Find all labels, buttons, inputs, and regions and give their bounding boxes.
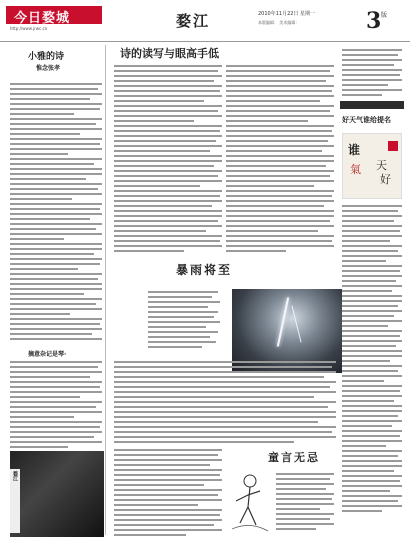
article1-body-col1 [114,65,222,255]
left-column-photo [10,451,104,537]
editor-line: 本版编辑： 美术编辑： [258,20,300,25]
page-label: 版 [381,12,388,19]
logo-url: http://www.jrwc.cn [10,26,48,31]
left-article2-title[interactable]: 摘意杂记是琴· [28,351,67,358]
section-title: 婺江 [176,12,211,30]
right-article-body [342,205,402,515]
right-section-header [340,101,404,109]
main-column [112,45,336,535]
child-sketch-illustration [224,471,274,537]
right-column [340,45,404,535]
article2-title[interactable]: 暴雨将至 [176,263,233,277]
article2-body [114,361,336,446]
calligraphy-char: 好 [380,173,391,186]
masthead [0,0,410,42]
newspaper-logo[interactable] [6,6,102,32]
article3-title[interactable]: 童言无忌 [268,451,320,464]
right-top-text [342,49,402,99]
logo-text: 今日婺城 [14,11,71,26]
photo-caption: 婺江 [12,471,18,481]
red-seal-stamp [388,141,398,151]
right-article-title[interactable]: 好天气谁给提名 [342,116,391,124]
article1-body-col2 [226,65,334,255]
left-article2-body [10,361,102,451]
left-article-title[interactable]: 小雅的诗 [28,52,65,62]
calligraphy-char: 天 [376,159,387,172]
page-number: 3 [366,8,382,34]
article2-poem [138,291,230,357]
issue-date: 2010年11月22日 星期一 [258,11,316,17]
calligraphy-char: 谁 [348,143,361,157]
calligraphy-char: 氣 [350,163,361,176]
article3-body-col1 [114,449,222,539]
article3-body-col2 [276,473,334,533]
left-article-subtitle: 惟念张孝 [36,65,61,72]
left-column [8,45,106,535]
article1-title[interactable]: 诗的读写与眼高手低 [120,47,219,60]
left-article-body [10,83,102,343]
